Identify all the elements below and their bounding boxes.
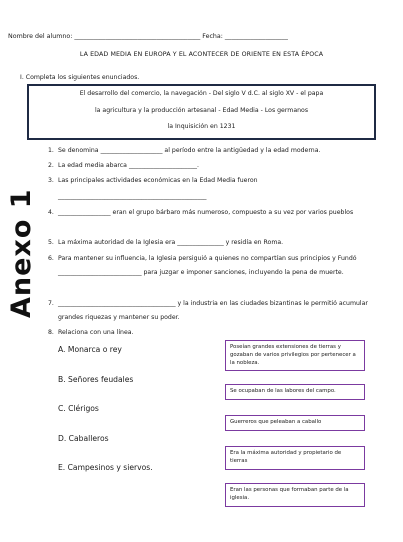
date-label: Fecha: [202, 33, 225, 40]
question-text: Se denomina ____________________ al período entre la antigüedad y la edad moderna. [58, 147, 321, 154]
question-number: 7. [48, 300, 54, 307]
worksheet-title: LA EDAD MEDIA EN EUROPA Y EL ACONTECER DE ORIENTE EN ESTA ÉPOCA [79, 51, 324, 58]
question-3 [48, 174, 378, 188]
match-option-e[interactable]: E. Campesinos y siervos. [58, 463, 153, 472]
word-bank-line: El desarrollo del comercio, la navegación - Del siglo V d.C. al siglo XV - el papa [79, 90, 324, 97]
question-3-answer-line [48, 190, 378, 204]
word-bank-box [27, 84, 376, 140]
question-number: 3. [48, 177, 54, 184]
student-header [8, 33, 288, 40]
question-7 [48, 297, 378, 324]
name-label: Nombre del alumno: [8, 33, 75, 40]
match-definition-1[interactable]: Poseían grandes extensiones de tierras y gozaban de varios privilegios por pertenecer a la nobleza. [225, 340, 365, 371]
question-text: Para mantener su influencia, la Iglesia persiguió a quienes no compartían sus principios y Fundó ___________________________ para juzgar e imponer sanciones, incluyendo la pena de muerte. [58, 255, 357, 276]
question-text: La máxima autoridad de la Iglesia era _______________ y residía en Roma. [58, 239, 284, 246]
match-option-b[interactable]: B. Señores feudales [58, 375, 134, 384]
match-definition-5[interactable]: Eran las personas que formaban parte de la iglesia. [225, 483, 365, 507]
question-text: La edad media abarca ______________________. [58, 162, 199, 169]
question-text: Relaciona con una línea. [58, 329, 134, 336]
answer-blank[interactable]: ________________________________________________ [58, 193, 207, 200]
question-text: _________________ eran el grupo bárbaro más numeroso, compuesto a su vez por varios pueblos [58, 209, 354, 216]
match-definition-3[interactable]: Guerreros que peleaban a caballo [225, 415, 365, 431]
match-option-d[interactable]: D. Caballeros [58, 434, 109, 443]
question-number: 8. [48, 329, 54, 336]
question-text: Las principales actividades económicas en la Edad Media fueron [58, 177, 258, 184]
word-bank-line: la Inquisición en 1231 [167, 123, 236, 130]
date-blank[interactable]: ____________________ [224, 33, 288, 40]
question-number: 1. [48, 147, 54, 154]
question-8 [48, 326, 378, 340]
annex-side-label: Anexo 1 [6, 188, 37, 318]
match-definition-4[interactable]: Era la máxima autoridad y propietario de tierras [225, 446, 365, 470]
question-4 [48, 206, 378, 220]
question-2 [48, 159, 378, 173]
match-option-a[interactable]: A. Monarca o rey [58, 345, 122, 354]
question-number: 5. [48, 239, 54, 246]
question-6 [48, 252, 378, 279]
question-5 [48, 236, 378, 250]
match-option-c[interactable]: C. Clérigos [58, 404, 99, 413]
match-definition-2[interactable]: Se ocupaban de las labores del campo. [225, 384, 365, 400]
question-text: ______________________________________ y la industria en las ciudades bizantinas le permitió acumular grandes riquezas y mantener su poder. [58, 300, 368, 321]
question-number: 2. [48, 162, 54, 169]
question-1 [48, 144, 378, 158]
instruction-text: I. Completa los siguientes enunciados. [20, 74, 140, 81]
word-bank-line: la agricultura y la producción artesanal - Edad Media - Los germanos [94, 106, 309, 114]
name-blank[interactable]: ________________________________________ [74, 33, 201, 40]
question-number: 6. [48, 255, 54, 262]
question-number: 4. [48, 209, 54, 216]
